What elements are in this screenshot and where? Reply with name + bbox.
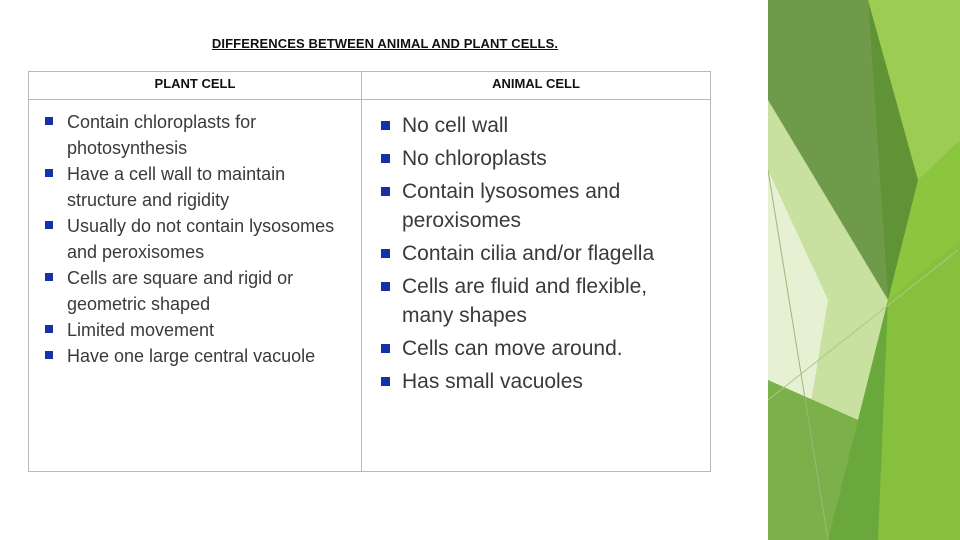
list-item-text: Contain chloroplasts for photosynthesis <box>67 112 257 158</box>
square-bullet-icon <box>381 377 390 386</box>
green-facet-shapes <box>768 0 960 540</box>
square-bullet-icon <box>381 344 390 353</box>
list-item <box>67 109 355 161</box>
list-item-text: Usually do not contain lysosomes and peroxisomes <box>67 216 335 262</box>
plant-cell-header: PLANT CELL <box>29 72 362 100</box>
list-item-text: No cell wall <box>402 114 509 137</box>
list-item-text: Cells can move around. <box>402 337 623 360</box>
square-bullet-icon <box>381 121 390 130</box>
list-item <box>67 317 355 343</box>
list-item <box>67 213 355 265</box>
green-facet-decoration <box>768 0 960 540</box>
animal-cell-header: ANIMAL CELL <box>362 72 710 100</box>
square-bullet-icon <box>45 169 53 177</box>
comparison-table <box>28 71 711 472</box>
square-bullet-icon <box>45 273 53 281</box>
list-item <box>402 334 704 363</box>
square-bullet-icon <box>381 282 390 291</box>
list-item <box>67 265 355 317</box>
list-item-text: Cells are square and rigid or geometric shaped <box>67 268 294 314</box>
list-item-text: Contain lysosomes and peroxisomes <box>402 180 621 232</box>
list-item-text: Has small vacuoles <box>402 370 583 393</box>
square-bullet-icon <box>381 154 390 163</box>
square-bullet-icon <box>381 249 390 258</box>
list-item <box>67 161 355 213</box>
list-item-text: Have one large central vacuole <box>67 346 316 366</box>
list-item <box>402 111 704 140</box>
list-item <box>402 367 704 396</box>
plant-cell-column <box>29 100 362 471</box>
list-item <box>67 343 355 369</box>
animal-cell-column <box>362 100 710 471</box>
square-bullet-icon <box>45 351 53 359</box>
plant-cell-list <box>29 100 361 369</box>
list-item-text: Contain cilia and/or flagella <box>402 242 655 265</box>
list-item <box>402 144 704 173</box>
list-item-text: No chloroplasts <box>402 147 547 170</box>
list-item <box>402 272 704 330</box>
list-item-text: Cells are fluid and flexible, many shapes <box>402 275 648 327</box>
square-bullet-icon <box>45 117 53 125</box>
square-bullet-icon <box>381 187 390 196</box>
list-item-text: Have a cell wall to maintain structure and rigidity <box>67 164 286 210</box>
list-item-text: Limited movement <box>67 320 215 340</box>
list-item <box>402 239 704 268</box>
slide-title: DIFFERENCES BETWEEN ANIMAL AND PLANT CELLS. <box>211 36 559 51</box>
list-item <box>402 177 704 235</box>
animal-cell-list <box>362 100 710 396</box>
square-bullet-icon <box>45 325 53 333</box>
square-bullet-icon <box>45 221 53 229</box>
